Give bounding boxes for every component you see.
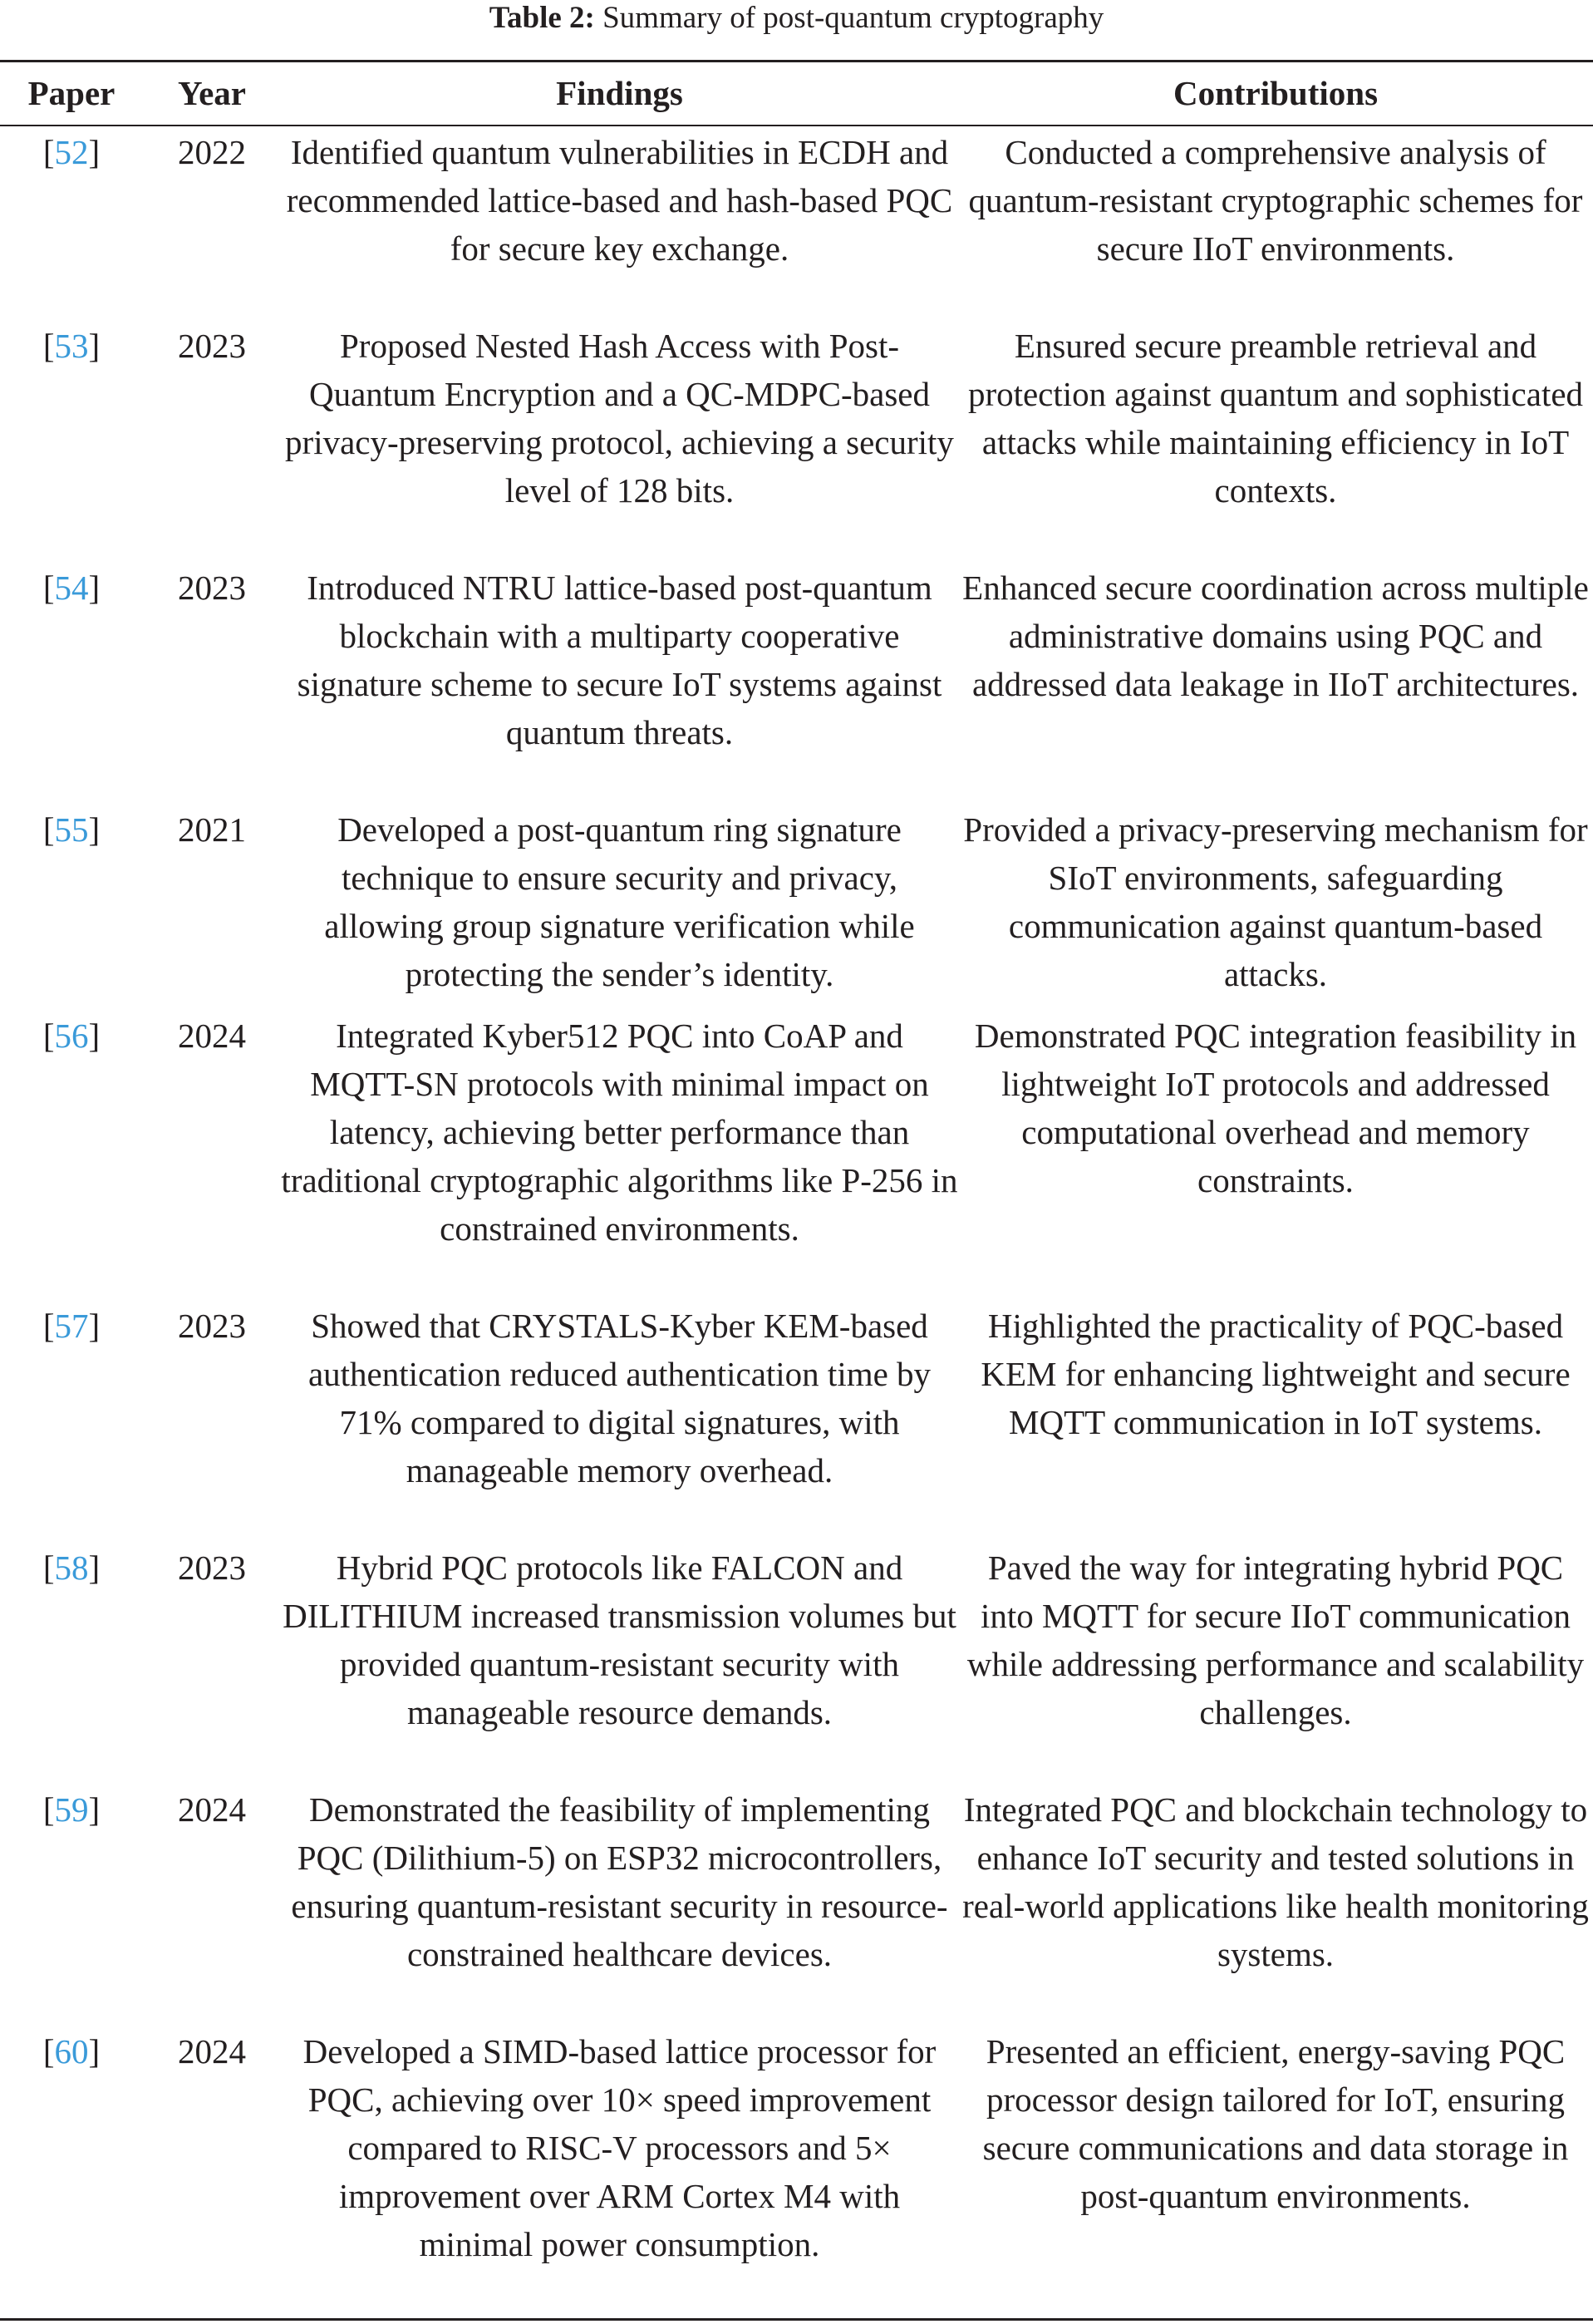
- header-contributions: Contributions: [1173, 74, 1379, 112]
- paper-ref-cell: [54]: [42, 569, 101, 607]
- findings-cell: Developed a post-quantum ring signature technique to ensure security and privacy, allowing group signature verification while protecting the sender’s identity.: [324, 810, 915, 993]
- year-cell: 2024: [178, 1017, 246, 1055]
- year-cell: 2023: [178, 569, 246, 607]
- contributions-cell: Provided a privacy-preserving mechanism for SIoT environments, safeguarding communication against quantum-based attacks.: [963, 810, 1588, 993]
- citation-link[interactable]: 60: [54, 2032, 89, 2070]
- contributions-cell: Highlighted the practicality of PQC-based KEM for enhancing lightweight and secure MQTT communication in IoT systems.: [981, 1307, 1571, 1441]
- citation-link[interactable]: 55: [54, 810, 89, 849]
- findings-cell: Integrated Kyber512 PQC into CoAP and MQTT-SN protocols with minimal impact on latency, achieving better performance than traditional cryptographic algorithms like P-256 in constrained environments.: [281, 1017, 958, 1248]
- header-paper: Paper: [27, 74, 116, 112]
- findings-cell: Proposed Nested Hash Access with Post-Quantum Encryption and a QC-MDPC-based privacy-preserving protocol, achieving a security level of 128 bits.: [285, 327, 954, 510]
- year-cell: 2023: [178, 1549, 246, 1587]
- contributions-cell: Demonstrated PQC integration feasibility in lightweight IoT protocols and addressed computational overhead and memory constraints.: [974, 1017, 1577, 1199]
- table-bottom-rule: [0, 2318, 1593, 2321]
- contributions-cell: Enhanced secure coordination across multiple administrative domains using PQC and addressed data leakage in IIoT architectures.: [962, 569, 1589, 703]
- citation-link[interactable]: 52: [54, 133, 89, 171]
- paper-ref-cell: [56]: [42, 1017, 101, 1055]
- contributions-cell: Conducted a comprehensive analysis of quantum-resistant cryptographic schemes for secure IIoT environments.: [968, 133, 1583, 268]
- year-cell: 2021: [178, 810, 246, 849]
- contributions-cell: Integrated PQC and blockchain technology to enhance IoT security and tested solutions in real-world applications like health monitoring systems.: [962, 1790, 1589, 1973]
- header-year: Year: [178, 74, 246, 112]
- paper-ref-cell: [55]: [42, 810, 101, 849]
- year-cell: 2024: [178, 2032, 246, 2070]
- header-rule: [0, 125, 1593, 126]
- table-header: [0, 63, 1593, 123]
- paper-ref-cell: [60]: [42, 2032, 101, 2070]
- year-cell: 2024: [178, 1790, 246, 1829]
- header-findings: Findings: [556, 74, 683, 112]
- findings-cell: Identified quantum vulnerabilities in ECDH and recommended lattice-based and hash-based PQC for secure key exchange.: [286, 133, 953, 268]
- citation-link[interactable]: 54: [54, 569, 89, 607]
- caption-text: Summary of post-quantum cryptography: [602, 1, 1104, 35]
- paper-ref-cell: [59]: [42, 1790, 101, 1829]
- citation-link[interactable]: 58: [54, 1549, 89, 1587]
- paper-ref-cell: [52]: [42, 133, 101, 171]
- findings-cell: Demonstrated the feasibility of implementing PQC (Dilithium-5) on ESP32 microcontrollers, ensuring quantum-resistant security in resource-constrained healthcare devices.: [291, 1790, 948, 1973]
- findings-cell: Hybrid PQC protocols like FALCON and DILITHIUM increased transmission volumes but provided quantum-resistant security with manageable resource demands.: [283, 1549, 956, 1731]
- caption-label: Table 2:: [489, 1, 595, 35]
- citation-link[interactable]: 53: [54, 327, 89, 365]
- paper-ref-cell: [57]: [42, 1307, 101, 1345]
- citation-link[interactable]: 56: [54, 1017, 89, 1055]
- year-cell: 2023: [178, 327, 246, 365]
- contributions-cell: Presented an efficient, energy-saving PQC processor design tailored for IoT, ensuring secure communications and data storage in post-quantum environments.: [982, 2032, 1569, 2215]
- paper-ref-cell: [58]: [42, 1549, 101, 1587]
- findings-cell: Introduced NTRU lattice-based post-quantum blockchain with a multiparty cooperative signature scheme to secure IoT systems against quantum threats.: [297, 569, 942, 751]
- table-caption: [0, 0, 1593, 37]
- contributions-cell: Ensured secure preamble retrieval and protection against quantum and sophisticated attacks while maintaining efficiency in IoT contexts.: [967, 327, 1584, 510]
- findings-cell: Showed that CRYSTALS-Kyber KEM-based authentication reduced authentication time by 71% compared to digital signatures, with manageable memory overhead.: [307, 1307, 932, 1489]
- year-cell: 2022: [178, 133, 246, 171]
- year-cell: 2023: [178, 1307, 246, 1345]
- findings-cell: Developed a SIMD-based lattice processor for PQC, achieving over 10× speed improvement compared to RISC-V processors and 5× improvement over ARM Cortex M4 with minimal power consumption.: [302, 2032, 937, 2263]
- citation-link[interactable]: 59: [54, 1790, 89, 1829]
- citation-link[interactable]: 57: [54, 1307, 89, 1345]
- paper-ref-cell: [53]: [42, 327, 101, 365]
- contributions-cell: Paved the way for integrating hybrid PQC into MQTT for secure IIoT communication while addressing performance and scalability challenges.: [966, 1549, 1585, 1731]
- table-top-rule: [0, 60, 1593, 62]
